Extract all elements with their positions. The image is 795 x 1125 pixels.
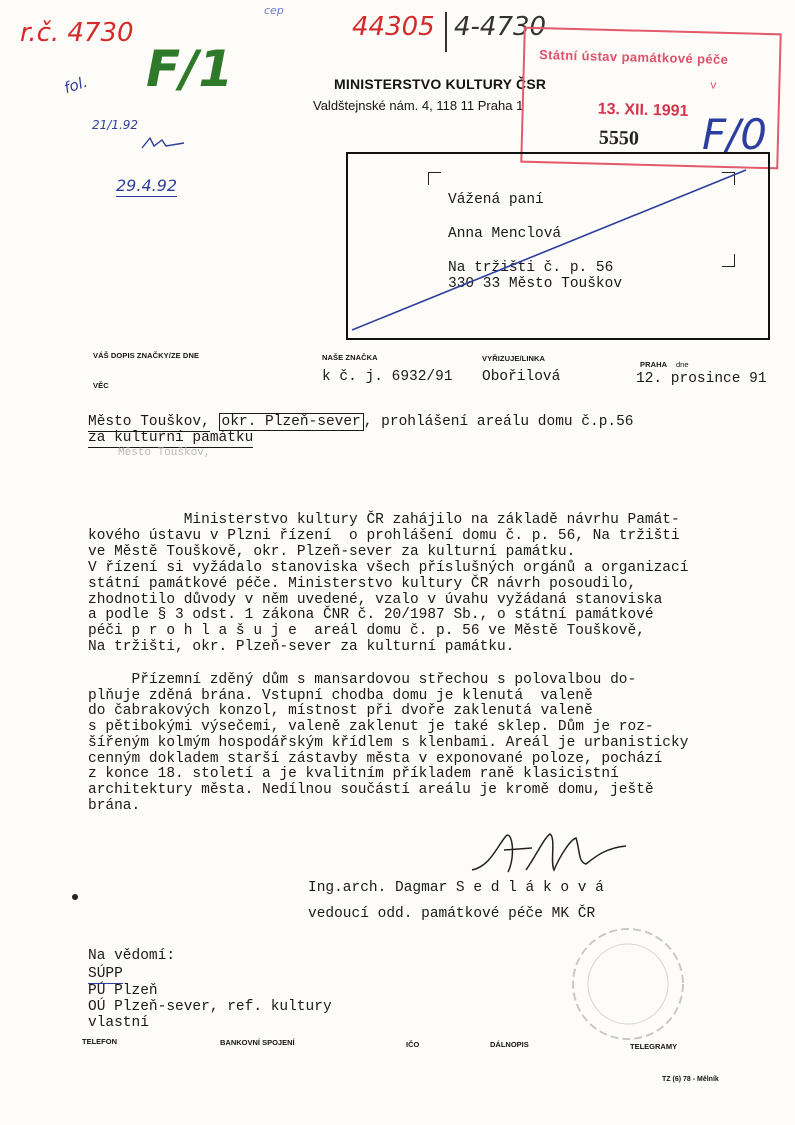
stamp-title: Státní ústav památkové péče [538,47,729,68]
punch-hole [72,894,78,900]
subject-line [88,414,634,430]
body-line: V řízení si vyžádalo stanoviska všech příslušných orgánů a organizací [88,559,689,576]
body-line: šířeným kolmým hospodářským křídlem s klenbami. Areál je urbanisticky [88,734,689,751]
subject-town: Město Touškov, [88,414,210,430]
subject-monument: za kulturní památku [88,430,254,446]
received-stamp [520,27,781,170]
recipient-name: Anna Menclová [448,226,562,242]
body-line: do čabrakových konzol, místnost při dvoře zaklenutá valeně [88,703,593,720]
signature-scribble [466,826,636,880]
handwritten-blue-diagonal [340,160,760,340]
body-line: z konce 18. století a je kvalitním příkladem raně klasicistní [88,766,619,783]
ministry-address: Valdštejnské nám. 4, 118 11 Praha 1 [313,98,524,113]
body-line: a podle § 3 odst. 1 zákona ČNR č. 20/1987 Sb., o státní památkové [88,607,654,624]
stamp-v: v [710,77,717,92]
handwritten-f0: F/0 [702,110,768,159]
body-line: ve Městě Touškově, okr. Plzeň-sever za kulturní památku. [88,543,576,560]
body-line: kového ústavu v Plzni řízení o prohlášení domu č. p. 56, Na tržišti [88,527,680,544]
handwritten-divider [445,12,447,52]
cc-item: OÚ Plzeň-sever, ref. kultury [88,999,332,1015]
place-label: PRAHA [640,360,668,369]
handler-value: Obořilová [482,369,561,385]
body-line: péči p r o h l a š u j e areál domu č. p. 56 ve Městě Touškově, [88,623,645,640]
cc-item: vlastní [88,1015,149,1031]
recipient-city: 330 33 Město Touškov [448,276,623,292]
ministry-name: MINISTERSTVO KULTURY ČSR [334,76,547,92]
recipient-salutation: Vážená paní [448,192,544,208]
subject-line-2 [88,430,253,446]
body-line: zhodnotilo důvody v něm uvedené, vzalo v úvahu vyžádaná stanoviska [88,591,663,608]
subject-district: okr. Plzeň-sever [219,413,364,431]
footer-telegramy: TELEGRAMY [630,1042,678,1051]
subject-label: VĚC [93,381,109,390]
your-letter-label: VÁŠ DOPIS ZNAČKY/ZE DNE [93,351,200,360]
body-line: státní památkové péče. Ministerstvo kultury ČR návrh posoudilo, [88,575,637,592]
handwritten-date-initial: 21/1.92 [92,118,139,132]
cc-item: SÚPP [88,966,123,982]
body-line: plňuje zděná brána. Vstupní chodba domu je klenutá valeně [88,687,593,704]
handwritten-f1: F/1 [146,40,234,98]
body-line: Na tržišti, okr. Plzeň-sever za kulturní památku. [88,639,515,656]
signature-title: vedoucí odd. památkové péče MK ČR [308,906,596,922]
body-line: cenným dokladem starší zástavby města v exponované poloze, pochází [88,750,663,767]
handler-label: VYŘIZUJE/LINKA [482,354,546,363]
stamp-date: 13. XII. 1991 [597,100,689,120]
signature-name: Ing.arch. Dagmar S e d l á k o v á [308,880,604,896]
footer-bank: BANKOVNÍ SPOJENÍ [220,1038,295,1047]
date-value: 12. prosince 91 [636,371,767,387]
handwritten-doc-number-black: 4-4730 [454,12,547,42]
date-label: dne [676,360,689,369]
our-ref-label: NAŠE ZNAČKA [322,353,378,362]
stamp-number: 5550 [598,126,640,150]
footer-telefon: TELEFON [82,1037,117,1046]
handwritten-cep: cep [264,4,284,17]
body-line: Ministerstvo kultury ČR zahájilo na základě návrhu Památ- [88,512,680,528]
handwritten-fol: fol. [61,72,90,98]
cc-heading: Na vědomí: [88,948,176,964]
footer-dalnopis: DÁLNOPIS [490,1040,529,1049]
handwritten-doc-number-red: 44305 [352,12,435,42]
our-ref-value: k č. j. 6932/91 [322,369,453,385]
body-line: Přízemní zděný dům s mansardovou střechou s polovalbou do- [88,672,637,688]
faint-erased-text: Město Touškov, [118,447,211,459]
recipient-street: Na tržišti č. p. 56 [448,260,614,276]
body-line: brána. [88,797,141,814]
handwritten-initials-mark [140,134,186,152]
body-line: architektury města. Nedílnou součástí areálu je kromě domu, ještě [88,781,654,798]
handwritten-ref-number: r.č. 4730 [20,18,134,48]
body-line: s pětibokými výsečemi, valeně zaklenut je také sklep. Dům je roz- [88,719,654,736]
handwritten-date-underlined: 29.4.92 [116,176,178,195]
footer-ico: IČO [406,1040,420,1049]
footer-print-code: TZ (6) 78 - Mělník [662,1076,719,1083]
cc-item: PÚ Plzeň [88,983,158,999]
subject-rest: , prohlášení areálu domu č.p.56 [363,414,634,430]
round-official-stamp [566,922,690,1046]
